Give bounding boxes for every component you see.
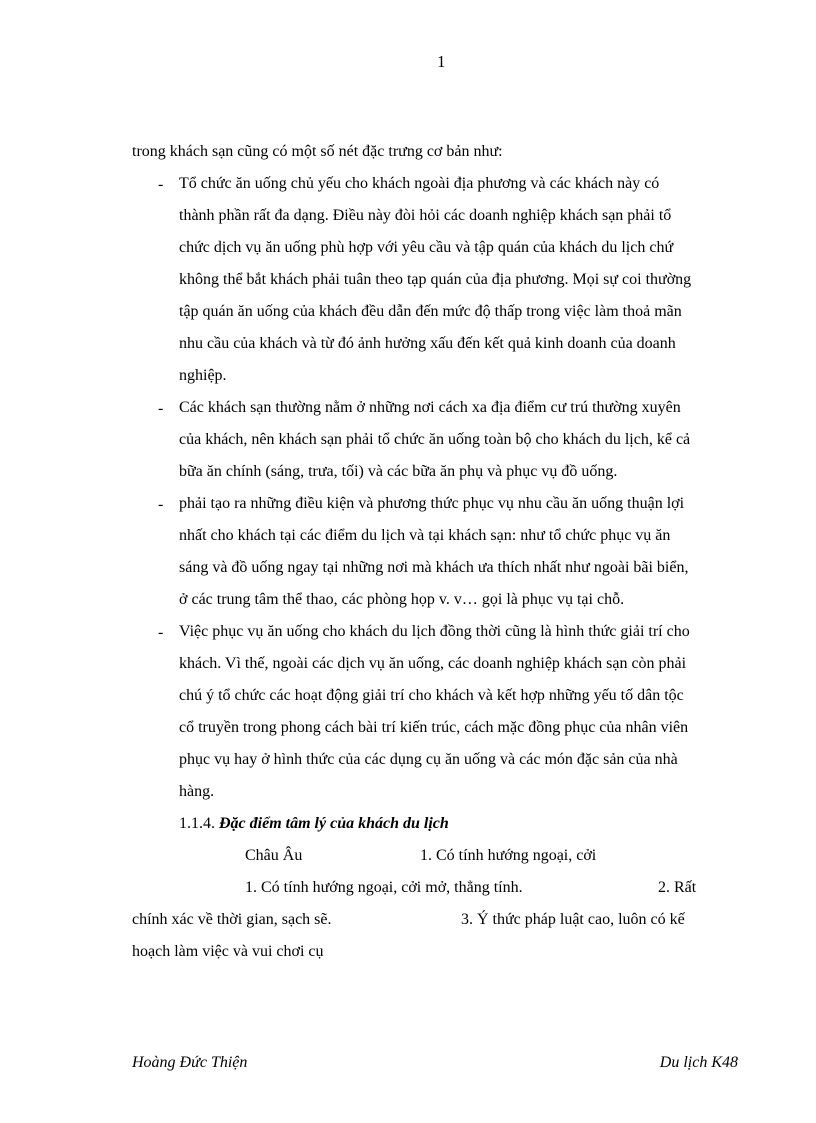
region-label: Châu Âu xyxy=(245,847,303,864)
bullet-dash: - xyxy=(158,496,164,513)
bullet-line: phải tạo ra những điều kiện và phương thức phục vụ nhu cầu ăn uống thuận lợi xyxy=(179,495,685,512)
trait3-end: hoạch làm việc và vui chơi cụ xyxy=(132,943,324,960)
bullet-line: phục vụ hay ở hình thức của các dụng cụ ăn uống và các món đặc sản của nhà xyxy=(179,751,678,768)
bullet-line: ở các trung tâm thể thao, các phòng họp v. v… gọi là phục vụ tại chỗ. xyxy=(179,591,625,608)
section-heading xyxy=(179,815,449,833)
bullet-line: khách. Vì thế, ngoài các dịch vụ ăn uống, các doanh nghiệp khách sạn còn phải xyxy=(179,655,687,672)
bullet-line: Việc phục vụ ăn uống cho khách du lịch đồng thời cũng là hình thức giải trí cho xyxy=(179,623,690,640)
bullet-line: cổ truyền trong phong cách bài trí kiến trúc, cách mặc đồng phục của nhân viên xyxy=(179,719,689,736)
trait3-start: 3. Ý thức pháp luật cao, luôn có kế xyxy=(461,911,685,928)
trait-full: 1. Có tính hướng ngoại, cởi mở, thẳng tính. xyxy=(245,879,523,896)
bullet-line: chú ý tổ chức các hoạt động giải trí cho khách và kết hợp những yếu tố dân tộc xyxy=(179,687,684,704)
bullet-line: bữa ăn chính (sáng, trưa, tối) và các bữa ăn phụ và phục vụ đồ uống. xyxy=(179,463,618,480)
page-number: 1 xyxy=(437,52,446,71)
bullet-line: hàng. xyxy=(179,783,215,800)
bullet-line: nhất cho khách tại các điểm du lịch và tại khách sạn: như tổ chức phục vụ ăn xyxy=(179,527,671,544)
trait2-start: 2. Rất xyxy=(658,879,697,896)
footer-author: Hoàng Đức Thiện xyxy=(132,1054,248,1071)
bullet-line: Các khách sạn thường nằm ở những nơi cách xa địa điểm cư trú thường xuyên xyxy=(179,399,681,416)
section-number: 1.1.4. xyxy=(179,815,215,832)
trait-short: 1. Có tính hướng ngoại, cởi xyxy=(420,847,597,864)
bullet-line: nghiệp. xyxy=(179,367,227,384)
bullet-line: không thể bắt khách phải tuân theo tạp quán của địa phương. Mọi sự coi thường xyxy=(179,271,692,288)
bullet-line: chức dịch vụ ăn uống phù hợp với yêu cầu và tập quán của khách du lịch chứ xyxy=(179,239,674,256)
bullet-line: của khách, nên khách sạn phải tổ chức ăn uống toàn bộ cho khách du lịch, kể cả xyxy=(179,431,691,448)
bullet-line: tập quán ăn uống của khách đều dẫn đến mức độ thấp trong việc làm thoả mãn xyxy=(179,303,682,320)
bullet-line: thành phần rất đa dạng. Điều này đòi hỏi các doanh nghiệp khách sạn phải tổ xyxy=(179,207,672,224)
bullet-line: Tổ chức ăn uống chủ yếu cho khách ngoài địa phương và các khách này có xyxy=(179,175,660,192)
bullet-line: nhu cầu của khách và từ đó ảnh hưởng xấu đến kết quả kinh doanh của doanh xyxy=(179,335,676,352)
bullet-dash: - xyxy=(158,624,164,641)
bullet-dash: - xyxy=(158,400,164,417)
bullet-line: sáng và đồ uống ngay tại những nơi mà khách ưa thích nhất như ngoài bãi biển, xyxy=(179,559,689,576)
bullet-dash: - xyxy=(158,176,164,193)
intro-line: trong khách sạn cũng có một số nét đặc trưng cơ bản như: xyxy=(132,143,503,160)
footer-course: Du lịch K48 xyxy=(659,1054,738,1071)
section-title: Đặc điểm tâm lý của khách du lịch xyxy=(219,815,449,832)
trait2-end: chính xác về thời gian, sạch sẽ. xyxy=(132,911,332,928)
